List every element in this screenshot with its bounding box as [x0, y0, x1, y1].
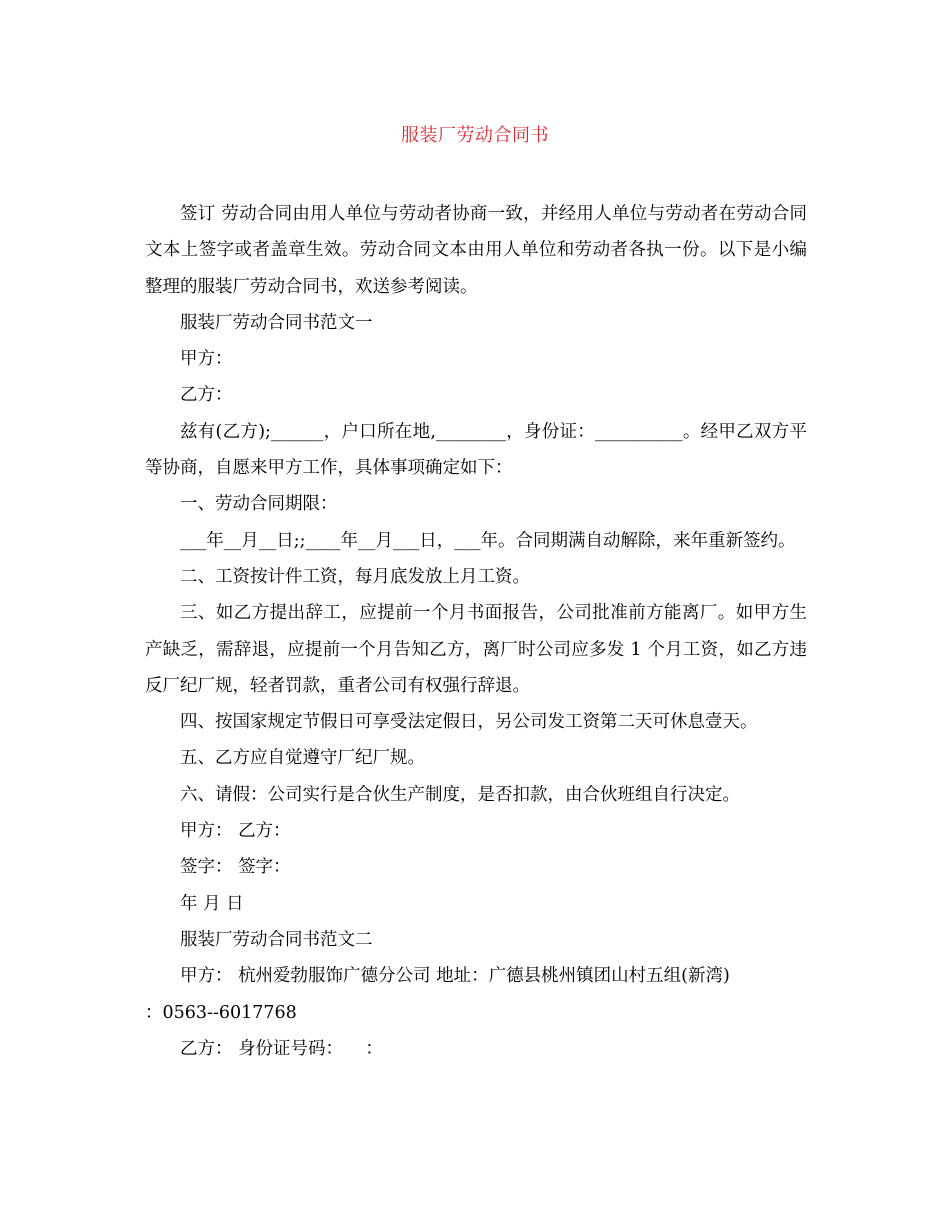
- section-heading-sample-two: 服装厂劳动合同书范文二: [180, 929, 373, 950]
- document-title: 服装厂劳动合同书: [401, 125, 549, 146]
- clause-6: 六、请假：公司实行是合伙生产制度，是否扣款，由合伙班组自行决定。: [180, 784, 740, 805]
- document-body: [145, 196, 807, 1067]
- party-a-line: 甲方：: [180, 349, 233, 370]
- intro-paragraph: 签订 劳动合同由用人单位与劳动者协商一致，并经用人单位与劳动者在劳动合同文本上签字或者盖章生效。劳动合同文本由用人单位和劳动者各执一份。以下是小编整理的服装厂劳动合同书，欢送参考阅读。: [145, 204, 807, 297]
- clause-4: 四、按国家规定节假日可享受法定假日，另公司发工资第二天可休息壹天。: [180, 712, 758, 733]
- party-a-phone-line: ：0563--6017768: [145, 1002, 297, 1023]
- clause-2: 二、工资按计件工资，每月底发放上月工资。: [180, 566, 530, 587]
- contract-period: ___年__月__日;;____年__月___日，___年。合同期满自动解除，来年重新签约。: [180, 530, 796, 551]
- clause-1-heading: 一、劳动合同期限：: [180, 494, 338, 515]
- date-line: 年 月 日: [180, 893, 244, 914]
- signature-line: 签字： 签字：: [180, 857, 291, 878]
- signature-parties: 甲方： 乙方：: [180, 821, 291, 842]
- party-b-line: 乙方：: [180, 385, 233, 406]
- clause-5: 五、乙方应自觉遵守厂纪厂规。: [180, 748, 425, 769]
- clause-3: 三、如乙方提出辞工，应提前一个月书面报告，公司批准前方能离厂。如甲方生产缺乏，需辞退，应提前一个月告知乙方，离厂时公司应多发 1 个月工资，如乙方违反厂纪厂规，轻者罚款，重者公司有权强行辞退。: [145, 603, 807, 696]
- party-b-id-line: 乙方： 身份证号码： ：: [180, 1038, 383, 1059]
- section-heading-sample-one: 服装厂劳动合同书范文一: [180, 312, 373, 333]
- agreement-statement: 兹有(乙方);______，户口所在地,________，身份证：__________。经甲乙双方平等协商，自愿来甲方工作，具体事项确定如下：: [145, 421, 807, 479]
- party-a-company-line: 甲方： 杭州爱勃服饰广德分公司 地址：广德县桃州镇团山村五组(新湾): [180, 966, 730, 987]
